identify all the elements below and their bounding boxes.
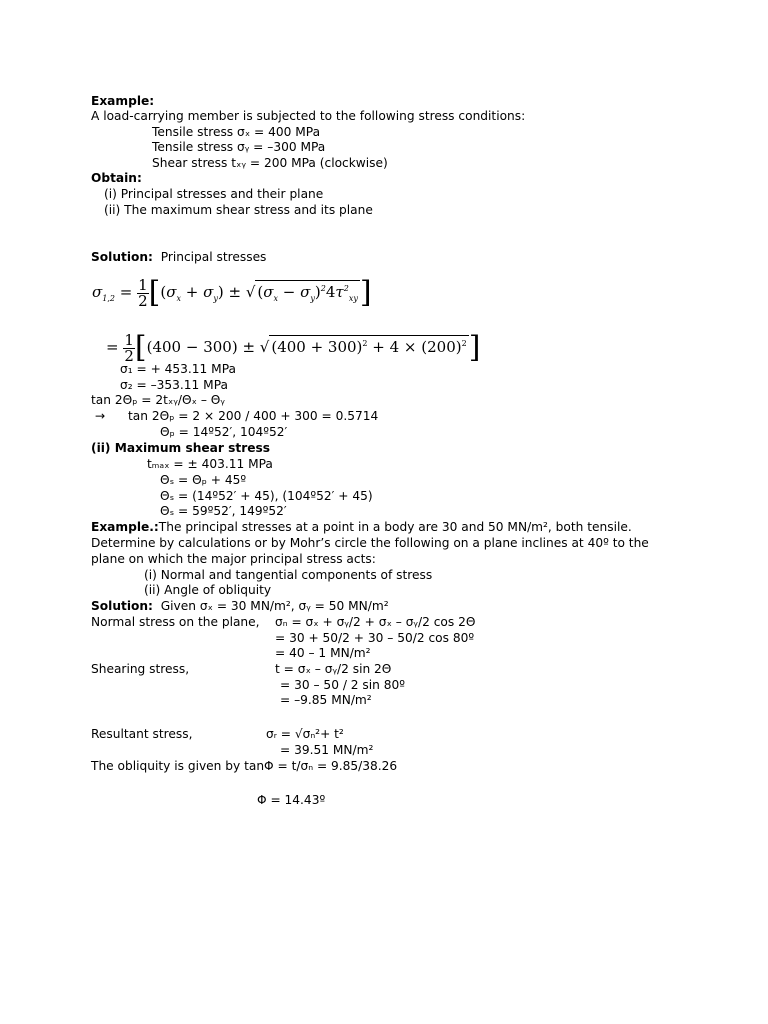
obliquity-line: The obliquity is given by tanΦ = t/σₙ = 9.85/38.26 (91, 759, 398, 773)
example2-item-i: (i) Normal and tangential components of stress (144, 568, 433, 582)
solution2-label: Solution: (91, 599, 153, 613)
example2-intro-line1 (91, 520, 632, 535)
shear-stress-formula: t = σₓ – σᵧ/2 sin 2Θ (275, 662, 392, 676)
solution2-given: Given σₓ = 30 MN/m², σᵧ = 50 MN/m² (160, 599, 389, 613)
sigma1-result: σ₁ = + 453.11 MPa (120, 362, 236, 376)
principal-stress-substitution: = $\frac{1}{2}$ [(400 − 300) ± √ $(400 + 300)^2 + 4 \times (200)^2$] (106, 330, 481, 365)
condition-tensile-x: Tensile stress σₓ = 400 MPa (152, 125, 321, 139)
example-heading: Example: (91, 94, 155, 108)
phi-result: Φ = 14.43º (257, 793, 326, 807)
normal-stress-result: = 40 – 1 MN/m² (275, 646, 371, 660)
max-shear-heading: (ii) Maximum shear stress (91, 441, 270, 455)
normal-stress-formula: σₙ = σₓ + σᵧ/2 + σₓ – σᵧ/2 cos 2Θ (275, 615, 476, 629)
example2-heading: Example.: (91, 520, 159, 534)
obtain-heading: Obtain: (91, 171, 142, 185)
shear-stress-substitution: = 30 – 50 / 2 sin 80º (280, 678, 406, 692)
condition-shear: Shear stress tₓᵧ = 200 MPa (clockwise) (152, 156, 388, 170)
example-intro: A load-carrying member is subjected to the following stress conditions: (91, 109, 526, 123)
solution-title: Principal stresses (160, 250, 267, 264)
example2-item-ii: (ii) Angle of obliquity (144, 583, 272, 597)
solution-label: Solution: (91, 250, 153, 264)
resultant-stress-result: = 39.51 MN/m² (280, 743, 374, 757)
example2-intro-line2: Determine by calculations or by Mohr’s circle the following on a plane inclines at 40º to the (91, 536, 649, 550)
tmax-result: tₘₐₓ = ± 403.11 MPa (147, 457, 273, 471)
theta-s-result: Θₛ = 59º52′, 149º52′ (160, 504, 287, 518)
obtain-item-ii: (ii) The maximum shear stress and its plane (104, 203, 373, 217)
example2-intro1: The principal stresses at a point in a body are 30 and 50 MN/m², both tensile. (158, 520, 632, 534)
theta-p-result: Θₚ = 14º52′, 104º52′ (160, 425, 288, 439)
shear-stress-label: Shearing stress, (91, 662, 190, 676)
resultant-stress-label: Resultant stress, (91, 727, 193, 741)
tan-formula: tan 2Θₚ = 2tₓᵧ/Θₓ – Θᵧ (91, 393, 225, 407)
principal-stress-formula: $\sigma_{1,2}$ = $\frac{1}{2}$ [$(\sigma_x + \sigma_y)$ ± √ $(\sigma_x - \sigma_y)^24\tau^2_{xy}$] (92, 275, 372, 310)
theta-s-substitution: Θₛ = (14º52′ + 45), (104º52′ + 45) (160, 489, 373, 503)
theta-s-formula: Θₛ = Θₚ + 45º (160, 473, 247, 487)
normal-stress-label: Normal stress on the plane, (91, 615, 260, 629)
normal-stress-substitution: = 30 + 50/2 + 30 – 50/2 cos 80º (275, 631, 475, 645)
sigma2-result: σ₂ = –353.11 MPa (120, 378, 228, 392)
resultant-stress-formula: σᵣ = √σₙ²+ t² (266, 727, 344, 741)
obtain-item-i: (i) Principal stresses and their plane (104, 187, 324, 201)
arrow-icon: → (95, 409, 106, 423)
shear-stress-result: = –9.85 MN/m² (280, 693, 372, 707)
solution-line (91, 250, 266, 265)
solution2-line (91, 599, 389, 614)
tan-substitution: tan 2Θₚ = 2 × 200 / 400 + 300 = 0.5714 (128, 409, 379, 423)
example2-intro-line3: plane on which the major principal stress acts: (91, 552, 376, 566)
condition-tensile-y: Tensile stress σᵧ = –300 MPa (152, 140, 326, 154)
